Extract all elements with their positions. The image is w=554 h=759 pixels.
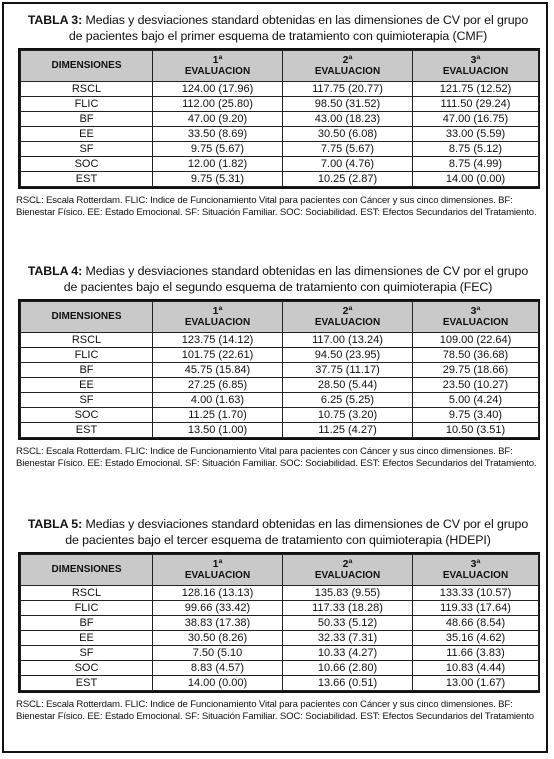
table-row: SOC 11.25 (1.70) 10.75 (3.20) 9.75 (3.40) xyxy=(21,408,539,423)
document-page xyxy=(2,2,548,753)
table-4-caption-line2: de pacientes bajo el segundo esquema de tratamiento con quimioterapia (FEC) xyxy=(63,280,493,294)
table-5-label: TABLA 5: xyxy=(27,517,83,531)
header-eval-3: 3ª EVALUACION xyxy=(413,555,539,586)
header-dimensiones: DIMENSIONES xyxy=(21,302,153,333)
table-row: FLIC 112.00 (25.80) 98.50 (31.52) 111.50 (29.24) xyxy=(21,97,539,112)
table-4-label: TABLA 4: xyxy=(27,264,83,278)
table-3-caption xyxy=(16,12,540,44)
header-eval-3: 3ª EVALUACION xyxy=(413,302,539,333)
table-row: RSCL 128.16 (13.13) 135.83 (9.55) 133.33 (10.57) xyxy=(21,586,539,601)
table-row: BF 38.83 (17.38) 50.33 (5.12) 48.66 (8.54) xyxy=(21,616,539,631)
header-dimensiones: DIMENSIONES xyxy=(21,51,153,82)
table-3-caption-line2: de pacientes bajo el primer esquema de tratamiento con quimioterapia (CMF) xyxy=(68,29,488,43)
table-row: RSCL 123.75 (14.12) 117.00 (13.24) 109.00 (22.64) xyxy=(21,333,539,348)
table-row: EE 33.50 (8.69) 30.50 (6.08) 33.00 (5.59) xyxy=(21,127,539,142)
table-row: EST 9.75 (5.31) 10.25 (2.87) 14.00 (0.00) xyxy=(21,172,539,187)
table-4-footnote: RSCL: Escala Rotterdam. FLIC: Indice de Funcionamiento Vital para pacientes con Cáncer y sus cinco dimensiones. BF: Bienestar Físico. EE: Estado Emocional. SF: Situación Familiar. SOC: Sociabilidad. EST: Efectos Secundarios del Tratamiento. xyxy=(16,446,537,469)
header-eval-2: 2ª EVALUACION xyxy=(283,555,413,586)
header-eval-1: 1ª EVALUACION xyxy=(153,555,283,586)
header-eval-1: 1ª EVALUACION xyxy=(153,51,283,82)
table-row: BF 47.00 (9.20) 43.00 (18.23) 47.00 (16.75) xyxy=(21,112,539,127)
table-3-caption-line1: Medias y desviaciones standard obtenidas en las dimensiones de CV por el grupo xyxy=(85,13,529,27)
table-3-footnote: RSCL: Escala Rotterdam. FLIC: Indice de Funcionamiento Vital para pacientes con Cáncer y sus cinco dimensiones. BF: Bienestar Físico. EE: Estado Emocional. SF: Situación Familiar. SOC: Sociabilidad. EST: Efectos Secundarios del Tratamiento. xyxy=(16,195,537,218)
table-header-row xyxy=(21,555,539,586)
table-4-block xyxy=(16,263,540,469)
table-3-block xyxy=(16,12,540,218)
table-row: SF 7.50 (5.10 10.33 (4.27) 11.66 (3.83) xyxy=(21,646,539,661)
table-row: SF 4.00 (1.63) 6.25 (5.25) 5.00 (4.24) xyxy=(21,393,539,408)
header-eval-1: 1ª EVALUACION xyxy=(153,302,283,333)
table-4 xyxy=(18,299,540,440)
table-header-row xyxy=(21,302,539,333)
header-eval-3: 3ª EVALUACION xyxy=(413,51,539,82)
header-dimensiones: DIMENSIONES xyxy=(21,555,153,586)
table-4-caption-line1: Medias y desviaciones standard obtenidas en las dimensiones de CV por el grupo xyxy=(85,264,529,278)
table-row: RSCL 124.00 (17.96) 117.75 (20.77) 121.75 (12.52) xyxy=(21,82,539,97)
table-row: SF 9.75 (5.67) 7.75 (5.67) 8.75 (5.12) xyxy=(21,142,539,157)
table-row: FLIC 101.75 (22.61) 94.50 (23.95) 78.50 (36.68) xyxy=(21,348,539,363)
table-row: SOC 12.00 (1.82) 7.00 (4.76) 8.75 (4.99) xyxy=(21,157,539,172)
table-3 xyxy=(18,48,540,189)
table-row: FLIC 99.66 (33.42) 117.33 (18.28) 119.33 (17.64) xyxy=(21,601,539,616)
table-5 xyxy=(18,552,540,693)
table-row: SOC 8.83 (4.57) 10.66 (2.80) 10.83 (4.44) xyxy=(21,661,539,676)
table-row: EE 27.25 (6.85) 28.50 (5.44) 23.50 (10.27) xyxy=(21,378,539,393)
table-5-caption-line2: de pacientes bajo el tercer esquema de tratamiento con quimioterapia (HDEPI) xyxy=(65,533,491,547)
table-header-row xyxy=(21,51,539,82)
table-row: EST 14.00 (0.00) 13.66 (0.51) 13.00 (1.67) xyxy=(21,676,539,691)
table-row: BF 45.75 (15.84) 37.75 (11.17) 29.75 (18.66) xyxy=(21,363,539,378)
table-5-footnote: RSCL: Escala Rotterdam. FLIC: Indice de Funcionamiento Vital para pacientes con Cáncer y sus cinco dimensiones. BF: Bienestar Físico. EE: Estado Emocional. SF: Situación Familiar. SOC: Sociabilidad. EST: Efectos Secundarios del Tratamiento xyxy=(16,699,534,722)
table-row: EST 13.50 (1.00) 11.25 (4.27) 10.50 (3.51) xyxy=(21,423,539,438)
table-5-caption xyxy=(16,516,540,548)
header-eval-2: 2ª EVALUACION xyxy=(283,302,413,333)
table-5-caption-line1: Medias y desviaciones standard obtenidas en las dimensiones de CV por el grupo xyxy=(85,517,529,531)
table-4-caption xyxy=(16,263,540,295)
table-5-block xyxy=(16,516,540,722)
table-3-label: TABLA 3: xyxy=(27,13,83,27)
table-row: EE 30.50 (8.26) 32.33 (7.31) 35.16 (4.62) xyxy=(21,631,539,646)
header-eval-2: 2ª EVALUACION xyxy=(283,51,413,82)
